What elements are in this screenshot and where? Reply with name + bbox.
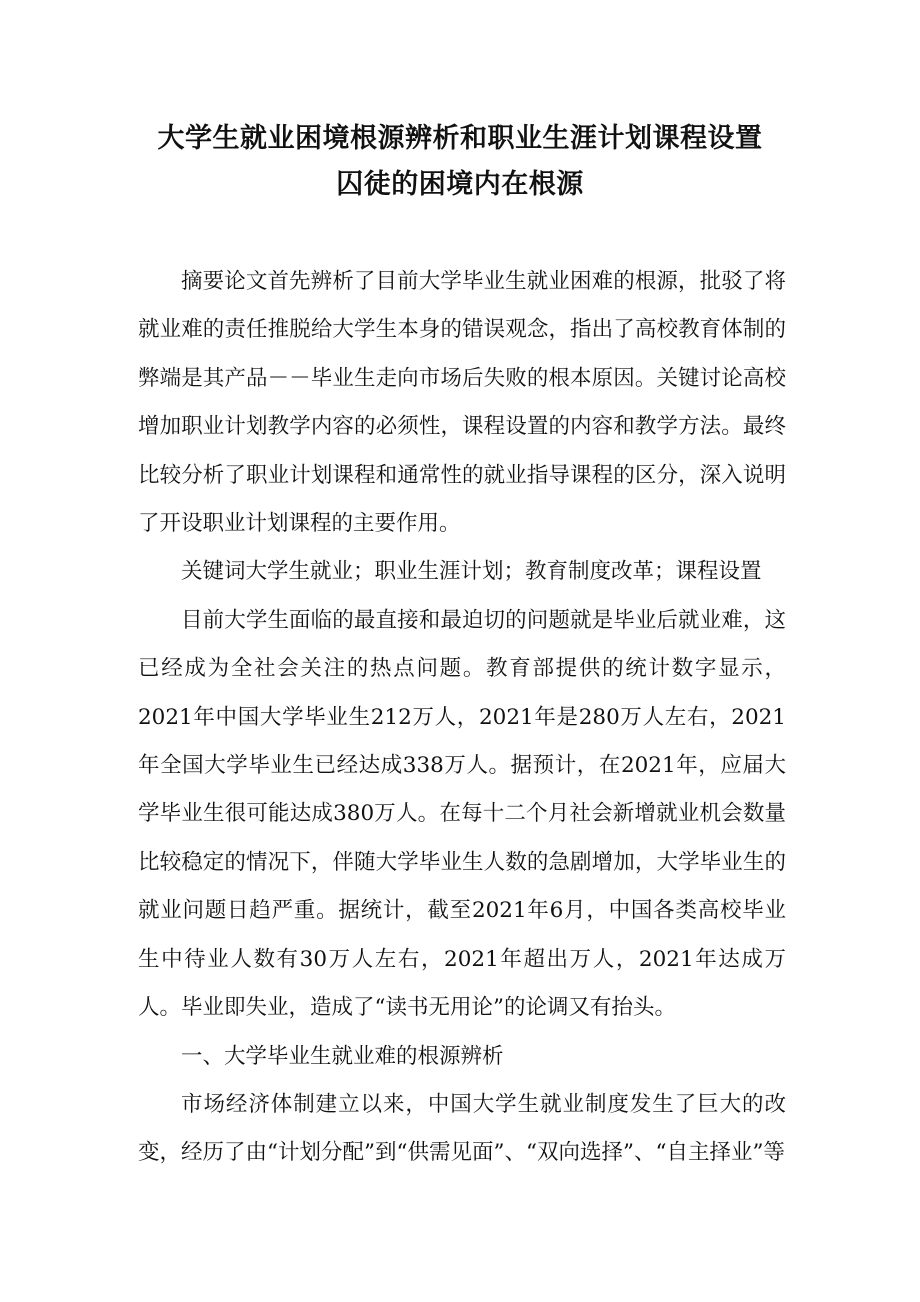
abstract-paragraph: 摘要论文首先辨析了目前大学毕业生就业困难的根源，批驳了将就业难的责任推脱给大学生本身的错误观念，指出了高校教育体制的弊端是其产品－－毕业生走向市场后失败的根本原因。关键讨论高校增加职业计划教学内容的必须性，课程设置的内容和教学方法。最终比较分析了职业计划课程和通常性的就业指导课程的区分，深入说明了开设职业计划课程的主要作用。 [138,269,786,537]
document-body [138,258,786,1178]
keywords-paragraph: 关键词大学生就业；职业生涯计划；教育制度改革；课程设置 [181,559,762,585]
section-heading: 一、大学毕业生就业难的根源辨析 [181,1043,504,1069]
title-line-1: 大学生就业困境根源辨析和职业生涯计划课程设置 [157,123,763,154]
document-title [0,116,920,208]
title-line-2: 囚徒的困境内在根源 [336,169,584,200]
intro-paragraph: 目前大学生面临的最直接和最迫切的问题就是毕业后就业难，这已经成为全社会关注的热点问题。教育部提供的统计数字显示，2021年中国大学毕业生212万人，2021年是280万人左右，2021年全国大学毕业生已经达成338万人。据预计，在2021年，应届大学毕业生很可能达成380万人。在每十二个月社会新增就业机会数量比较稳定的情况下，伴随大学毕业生人数的急剧增加，大学毕业生的就业问题日趋严重。据统计，截至2021年6月，中国各类高校毕业生中待业人数有30万人左右，2021年超出万人，2021年达成万人。毕业即失业，造成了“读书无用论”的论调又有抬头。 [138,607,786,1021]
section-paragraph: 市场经济体制建立以来，中国大学生就业制度发生了巨大的改变，经历了由“计划分配”到“供需见面”、“双向选择”、“自主择业”等 [138,1091,786,1166]
